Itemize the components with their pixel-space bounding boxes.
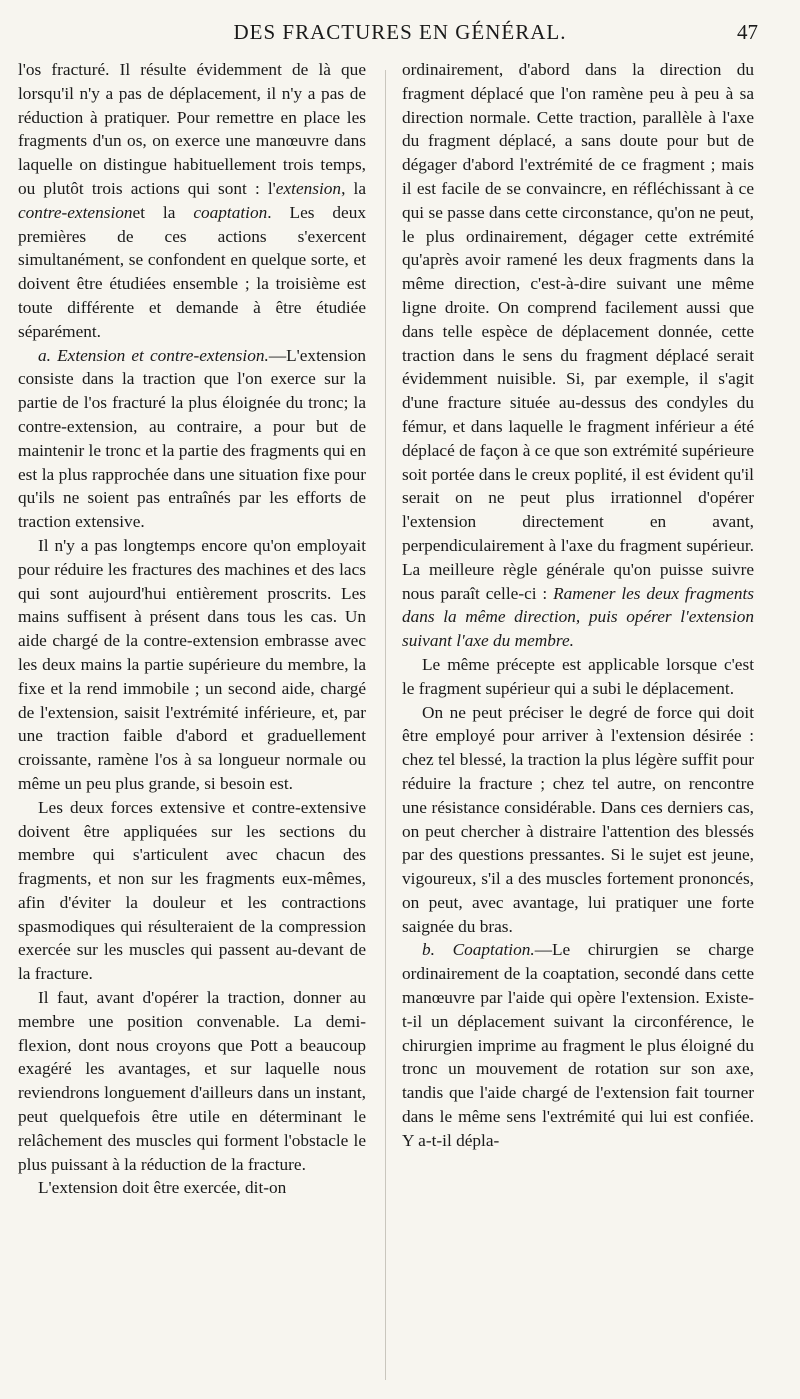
section-heading: b. Coaptation. <box>422 940 535 960</box>
right-column <box>402 58 754 1153</box>
paragraph: Le même précepte est applicable lorsque c'est le fragment supérieur qui a subi le déplacement. <box>402 654 754 698</box>
page-number: 47 <box>737 20 758 44</box>
paragraph: Il faut, avant d'opérer la traction, donner au membre une position convenable. La demi-flexion, dont nous croyons que Pott a beaucoup exagéré les avantages, et sur laquelle nous reviendrons longuement d'ailleurs dans un instant, peut quelquefois être utile en déterminant le relâchement des muscles qui forment l'obstacle le plus puissant à la réduction de la fracture. <box>18 988 366 1174</box>
paragraph: On ne peut préciser le degré de force qui doit être employé pour arriver à l'extension désirée : chez tel blessé, la traction la plus légère suffit pour réduire la fracture ; chez tel autre, on rencontre une résistance considérable. Dans ces derniers cas, on peut chercher à distraire l'attention des blessés par des questions pressantes. Si le sujet est jeune, vigoureux, s'il a des muscles fortement prononcés, on peut, avec avantage, lui pratiquer une forte saignée du bras. <box>402 702 754 936</box>
paragraph: Il n'y a pas longtemps encore qu'on employait pour réduire les fractures des machines et des lacs qui sont aujourd'hui entièrement proscrits. Les mains suffisent à présent dans tous les cas. Un aide chargé de la contre-extension embrasse avec les deux mains la partie supérieure du membre, la fixe et la rend immobile ; un second aide, chargé de l'extension, saisit l'extrémité inférieure, et, par une traction faible d'abord et graduellement croissante, ramène l'os à sa longueur normale ou même un peu plus grande, si besoin est. <box>18 535 366 793</box>
paragraph: a. Extension et contre-extension.—L'extension consiste dans la traction que l'on exerce sur la partie de l'os fracturé la plus éloignée du tronc; la contre-extension, au contraire, a pour but de maintenir le tronc et la partie des fragments qui en est la plus rapprochée dans une situation fixe pour qu'ils ne soient pas entraînés par les efforts de traction extensive. <box>18 345 366 532</box>
paragraph: Les deux forces extensive et contre-extensive doivent être appliquées sur les sections du membre qui s'articulent avec chacun des fragments, et non sur les fragments eux-mêmes, afin d'éviter la douleur et les contractions spasmodiques qui résulteraient de la compression exercée sur les muscles qui passent au-devant de la fracture. <box>18 797 366 984</box>
section-heading: a. Extension et contre-extension. <box>38 345 269 365</box>
paragraph: ordinairement, d'abord dans la direction du fragment déplacé que l'on ramène peu à peu à sa direction normale. Cette traction, parallèle à l'axe du fragment déplacé, a sans doute pour but de dégager d'abord l'extrémité de ce fragment ; mais il est facile de se convaincre, en réfléchissant à ce qui se passe dans cette circonstance, qu'on ne peut, le plus ordinairement, dégager cette extrémité qu'après avoir ramené les deux fragments dans la même direction, c'est-à-dire suivant une même ligne droite. On comprend facilement aussi que dans telle espèce de déplacement donnée, cette traction dans le sens du fragment déplacé serait évidemment nuisible. Si, par exemple, il s'agit d'une fracture située au-dessus des condyles du fémur, et dans laquelle le fragment inférieur a été déplacé de façon à ce que son extrémité supérieure soit portée dans le creux poplité, il est évident qu'il serait on ne peut plus irrationnel d'opérer l'extension directement en avant, perpendiculairement à l'axe du fragment supérieur. La meilleure règle générale qu'on puisse suivre nous paraît celle-ci : Ramener les deux fragments dans la même direction, puis opérer l'extension suivant l'axe du membre. <box>402 60 754 651</box>
column-divider <box>385 70 386 1380</box>
paragraph: l'os fracturé. Il résulte évidemment de là que lorsqu'il n'y a pas de déplacement, il n'y a pas de réduction à pratiquer. Pour remettre en place les fragments d'un os, on exerce une manœuvre dans laquelle on distingue habituellement trois temps, ou plutôt trois actions qui sont : l'extension, la contre-extensionet la coaptation. Les deux premières de ces actions s'exercent simultanément, se confondent en quelque sorte, et doivent être étudiées ensemble ; la troisième est toute différente et demande à être étudiée séparément. <box>18 60 366 341</box>
paragraph: L'extension doit être exercée, dit-on <box>38 1178 287 1198</box>
left-column <box>18 58 366 1200</box>
page-title: DES FRACTURES EN GÉNÉRAL. <box>233 20 567 44</box>
paragraph: b. Coaptation.—Le chirurgien se charge ordinairement de la coaptation, secondé dans cette manœuvre par l'aide qui opère l'extension. Existe-t-il un déplacement suivant la circonférence, le chirurgien imprime au fragment le plus éloigné du tronc un mouvement de rotation sur son axe, tandis que l'aide chargé de l'extension fait tourner dans le même sens l'extrémité qui lui est confiée. Y a-t-il dépla- <box>402 940 754 1150</box>
running-header <box>0 14 800 54</box>
rule-statement: Ramener les deux fragments dans la même direction, puis opérer l'extension suivant l'axe du membre. <box>402 583 754 651</box>
